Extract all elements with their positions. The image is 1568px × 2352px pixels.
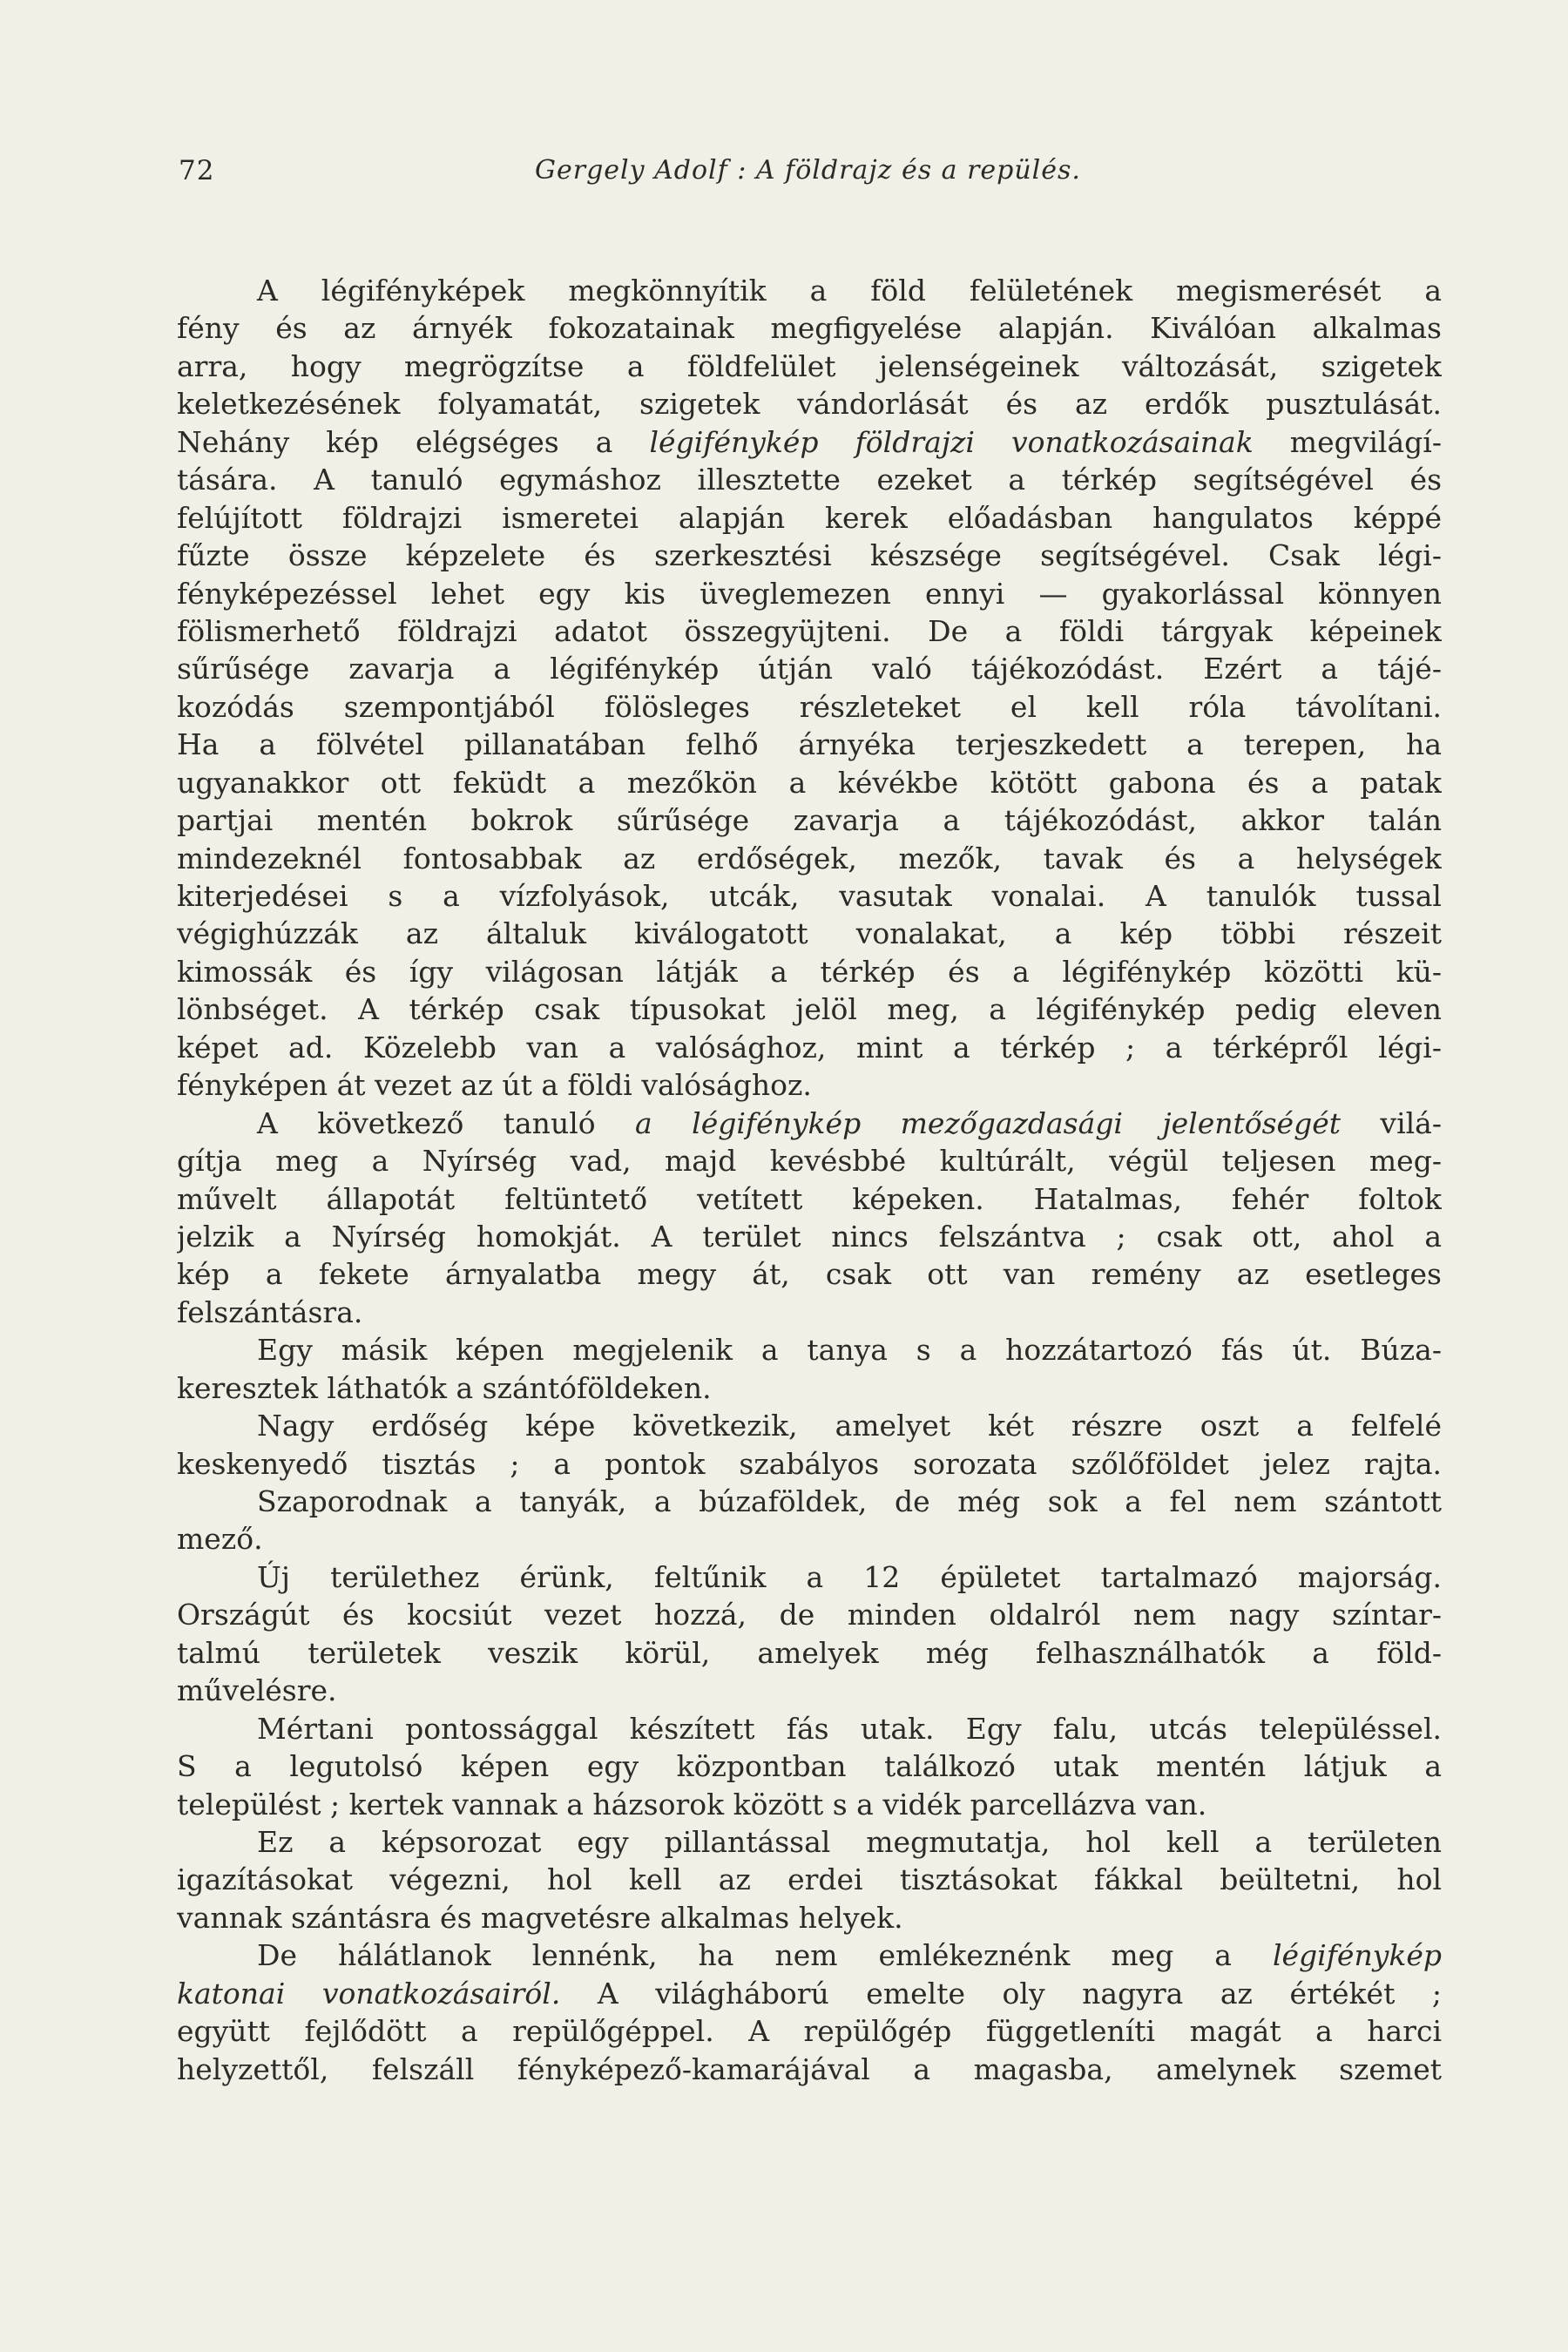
text-line [177, 1331, 1442, 1369]
text-segment: megvilágí- [1253, 424, 1442, 459]
text-segment: vilá- [1341, 1105, 1442, 1140]
text-line [177, 650, 1442, 687]
text-segment: keresztek láthatók a szántóföldeken. [177, 1370, 712, 1405]
text-line [177, 1255, 1442, 1293]
page-number: 72 [179, 155, 215, 186]
text-segment: felújított földrajzi ismeretei alapján kerek előadásban hangulatos képpé [177, 500, 1442, 535]
running-header [179, 155, 1437, 195]
text-line [177, 1899, 1442, 1936]
text-segment: gítja meg a Nyírség vad, majd kevésbbé kultúrált, végül teljesen meg- [177, 1144, 1442, 1179]
text-segment: S a legutolsó képen egy központban találkozó utak mentén látjuk a [177, 1749, 1442, 1784]
text-segment: A világháború emelte oly nagyra az értékét ; [560, 1976, 1442, 2011]
text-segment: kimossák és így világosan látják a térkép és a légifénykép közötti kü- [177, 954, 1442, 989]
text-segment: Nehány kép elégséges a [177, 424, 650, 459]
text-line [177, 1445, 1442, 1483]
text-line [177, 1520, 1442, 1558]
text-segment: Nagy erdőség képe következik, amelyet két részre oszt a felfelé [257, 1409, 1442, 1443]
text-line [177, 1142, 1442, 1179]
text-segment: együtt fejlődött a repülőgéppel. A repülőgép függetleníti magát a harci [177, 2014, 1442, 2049]
text-segment: Mértani pontossággal készített fás utak. Egy falu, utcás településsel. [257, 1711, 1442, 1746]
text-line [177, 2012, 1442, 2050]
text-segment: kép a fekete árnyalatba megy át, csak ott van remény az esetleges [177, 1257, 1442, 1292]
text-line [177, 461, 1442, 498]
text-segment: kozódás szempontjából fölösleges részleteket el kell róla távolítani. [177, 689, 1442, 724]
text-segment: Országút és kocsiút vezet hozzá, de minden oldalról nem nagy színtar- [177, 1598, 1442, 1632]
text-line [177, 801, 1442, 839]
text-segment: jelzik a Nyírség homokját. A terület nincs felszántva ; csak ott, ahol a [177, 1219, 1442, 1254]
text-line [177, 764, 1442, 801]
text-segment: kiterjedései s a vízfolyások, utcák, vasutak vonalai. A tanulók tussal [177, 879, 1442, 913]
text-line [177, 1786, 1442, 1823]
text-segment: települést ; kertek vannak a házsorok között s a vidék parcellázva van. [177, 1787, 1207, 1821]
text-line [177, 272, 1442, 309]
text-segment: vannak szántásra és magvetésre alkalmas helyek. [177, 1900, 903, 1935]
text-line [177, 2051, 1442, 2088]
text-segment: Egy másik képen megjelenik a tanya s a hozzátartozó fás út. Búza- [257, 1333, 1442, 1368]
text-segment: végighúzzák az általuk kiválogatott vonalakat, a kép többi részeit [177, 916, 1442, 951]
text-line [177, 1105, 1442, 1142]
text-segment: művelt állapotát feltüntető vetített képeken. Hatalmas, fehér foltok [177, 1181, 1442, 1216]
text-segment: De hálátlanok lennénk, ha nem emlékeznénk meg a [257, 1938, 1273, 1973]
text-line [177, 499, 1442, 537]
text-line [177, 348, 1442, 385]
text-segment: művelésre. [177, 1673, 337, 1708]
text-line [177, 1634, 1442, 1672]
text-segment: talmú területek veszik körül, amelyek még felhasználhatók a föld- [177, 1635, 1442, 1670]
text-segment: Ha a fölvétel pillanatában felhő árnyéka terjeszkedett a terepen, ha [177, 727, 1442, 762]
text-line [177, 1710, 1442, 1747]
text-segment: keletkezésének folyamatát, szigetek vándorlását és az erdők pusztulását. [177, 387, 1442, 422]
text-segment: sűrűsége zavarja a légifénykép útján való tájékozódást. Ezért a tájé- [177, 652, 1442, 686]
text-line [177, 385, 1442, 422]
text-segment: Új területhez érünk, feltűnik a 12 épületet tartalmazó majorság. [257, 1559, 1442, 1594]
text-line [177, 990, 1442, 1028]
text-segment: A következő tanuló [257, 1105, 636, 1140]
text-segment: lönbséget. A térkép csak típusokat jelöl meg, a légifénykép pedig eleven [177, 992, 1442, 1027]
text-line [177, 423, 1442, 461]
text-segment: fűzte össze képzelete és szerkesztési készsége segítségével. Csak légi- [177, 538, 1442, 573]
text-segment: fény és az árnyék fokozatainak megfigyelése alapján. Kiválóan alkalmas [177, 311, 1442, 346]
text-segment: helyzettől, felszáll fényképező-kamarájával a magasba, amelynek szemet [177, 2051, 1442, 2086]
italic-phrase: légifénykép földrajzi vonatkozásainak [649, 424, 1254, 459]
text-segment: mező. [177, 1522, 263, 1557]
text-line [177, 1936, 1442, 1974]
text-segment: fölismerhető földrajzi adatot összegyüjteni. De a földi tárgyak képeinek [177, 613, 1442, 648]
text-line [177, 840, 1442, 877]
text-line [177, 915, 1442, 952]
text-line [177, 1294, 1442, 1331]
body-text [177, 272, 1442, 2088]
text-line [177, 1066, 1442, 1104]
text-segment: keskenyedő tisztás ; a pontok szabályos sorozata szőlőföldet jelez rajta. [177, 1446, 1442, 1481]
text-line [177, 1369, 1442, 1407]
text-line [177, 1407, 1442, 1444]
text-line [177, 1558, 1442, 1596]
text-segment: fényképezéssel lehet egy kis üveglemezen ennyi — gyakorlással könnyen [177, 576, 1442, 611]
text-line [177, 726, 1442, 763]
text-segment: Szaporodnak a tanyák, a búzaföldek, de még sok a fel nem szántott [257, 1484, 1442, 1518]
text-segment: fényképen át vezet az út a földi valósághoz. [177, 1068, 812, 1103]
text-line [177, 612, 1442, 650]
italic-phrase: a légifénykép mezőgazdasági jelentőségét [635, 1105, 1341, 1140]
text-line [177, 953, 1442, 990]
text-line [177, 537, 1442, 574]
text-line [177, 1861, 1442, 1898]
text-segment: Ez a képsorozat egy pillantással megmutatja, hol kell a területen [257, 1824, 1442, 1859]
text-line [177, 1672, 1442, 1709]
text-segment: partjai mentén bokrok sűrűsége zavarja a tájékozódást, akkor talán [177, 803, 1442, 838]
text-line [177, 309, 1442, 347]
text-segment: tására. A tanuló egymáshoz illesztette ezeket a térkép segítségével és [177, 463, 1442, 497]
text-line [177, 1596, 1442, 1633]
text-line [177, 688, 1442, 726]
italic-phrase: katonai vonatkozásairól. [177, 1976, 561, 2011]
text-segment: képet ad. Közelebb van a valósághoz, mint a térkép ; a térképről légi- [177, 1030, 1442, 1064]
text-line [177, 1823, 1442, 1861]
text-line [177, 1747, 1442, 1785]
text-line [177, 877, 1442, 915]
text-line [177, 1180, 1442, 1218]
text-segment: ugyanakkor ott feküdt a mezőkön a kévékbe kötött gabona és a patak [177, 765, 1442, 800]
text-segment: A légifényképek megkönnyítik a föld felületének megismerését a [257, 274, 1442, 308]
text-segment: mindezeknél fontosabbak az erdőségek, mezők, tavak és a helységek [177, 841, 1442, 875]
text-segment: felszántásra. [177, 1294, 363, 1329]
text-segment: igazításokat végezni, hol kell az erdei tisztásokat fákkal beültetni, hol [177, 1862, 1442, 1897]
text-line [177, 1483, 1442, 1520]
italic-phrase: légifénykép [1272, 1938, 1442, 1973]
text-line [177, 1029, 1442, 1066]
text-line [177, 1975, 1442, 2012]
running-title: Gergely Adolf : A földrajz és a repülés. [535, 155, 1081, 186]
text-line [177, 575, 1442, 612]
text-line [177, 1218, 1442, 1255]
text-segment: arra, hogy megrögzítse a földfelület jelenségeinek változását, szigetek [177, 348, 1442, 383]
